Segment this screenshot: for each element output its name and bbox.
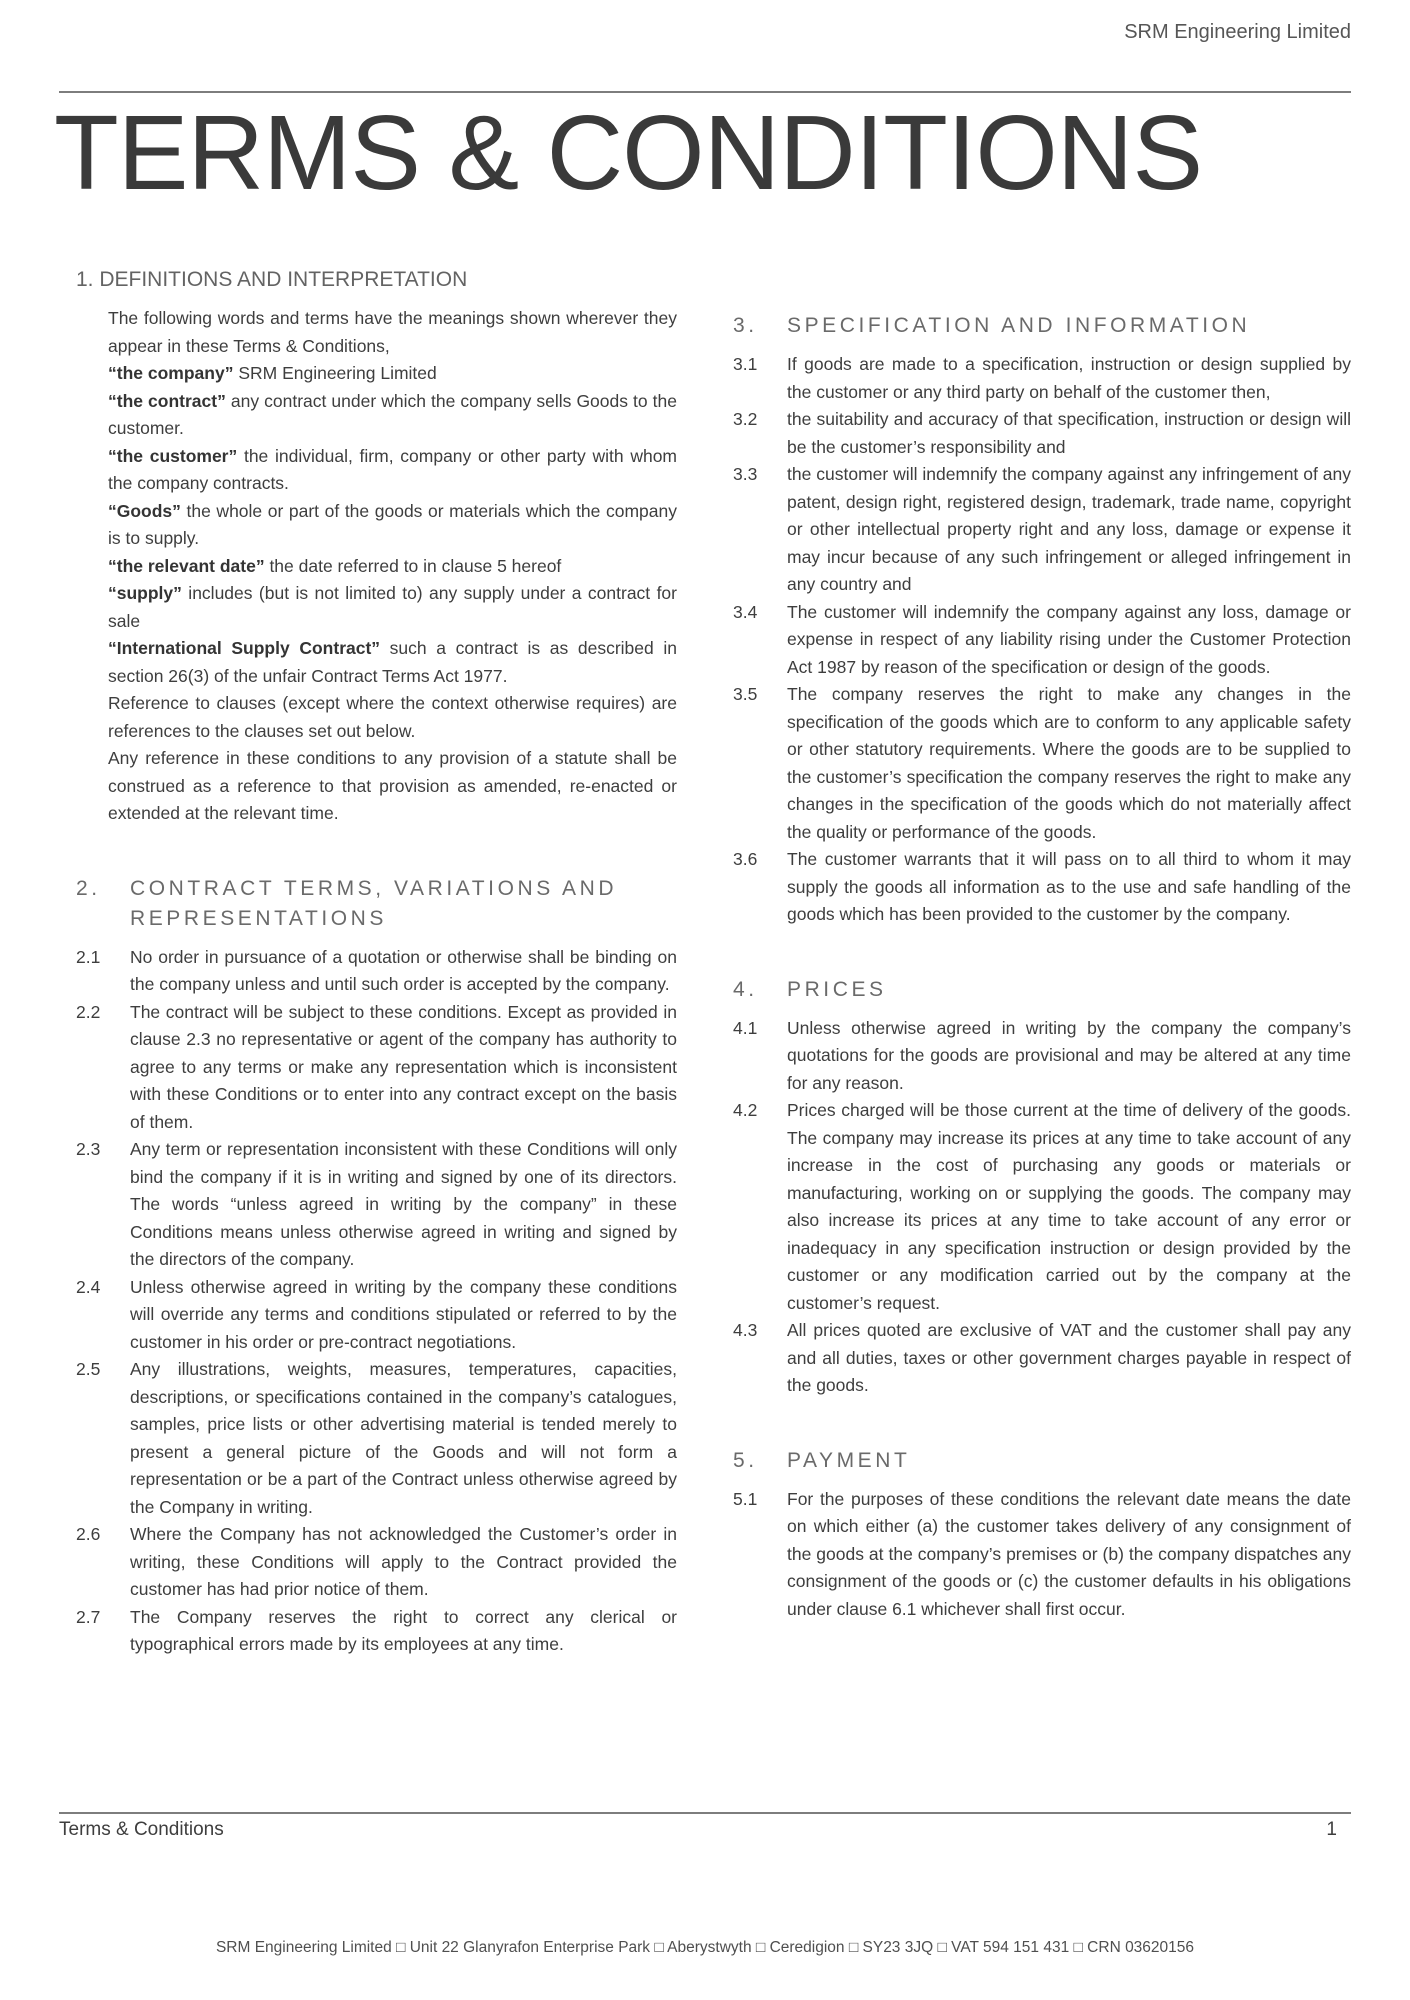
section-number: 4.: [733, 977, 758, 1001]
clause: [76, 999, 677, 1137]
section-heading-prices: [733, 975, 1351, 1005]
clause-text: If goods are made to a specification, instruction or design supplied by the customer or any third party on behalf of the customer then,: [787, 354, 1351, 402]
clause: [733, 461, 1351, 599]
definition-term: “the customer”: [108, 445, 238, 466]
clause: [733, 1015, 1351, 1098]
clause: [733, 599, 1351, 682]
definition-paragraph: [108, 553, 677, 581]
footer-page-number: 1: [1326, 1819, 1337, 1840]
clause-number: 4.1: [733, 1017, 758, 1038]
clause-text: the suitability and accuracy of that specification, instruction or design will be the customer’s responsibility and: [787, 409, 1351, 457]
definition-term: “Goods”: [108, 500, 181, 521]
clause-text: Unless otherwise agreed in writing by the company the company’s quotations for the goods are provisional and may be altered at any time for any reason.: [787, 1017, 1351, 1093]
clause: [733, 1317, 1351, 1400]
clause-number: 4.2: [733, 1100, 758, 1121]
definition-text: The following words and terms have the meanings shown wherever they appear in these Terms & Conditions,: [108, 308, 677, 356]
definition-paragraph: [108, 388, 677, 443]
clause: [733, 1097, 1351, 1317]
section-heading-text: PRICES: [787, 977, 887, 1001]
clause-text: For the purposes of these conditions the relevant date means the date on which either (a) the customer takes delivery of any consignment of the goods at the company’s premises or (b) the company dispatches any consignment of the goods or (c) the customer defaults in his obligations under clause 6.1 whichever shall first occur.: [787, 1488, 1351, 1619]
section-heading-specification: [733, 311, 1351, 341]
section-payment: [733, 1446, 1351, 1624]
section-heading-text: SPECIFICATION AND INFORMATION: [787, 314, 1251, 338]
definition-text: the whole or part of the goods or materials which the company is to supply.: [108, 500, 677, 549]
clause-number: 2.4: [76, 1276, 101, 1297]
footer-row: [59, 1814, 1351, 1846]
definition-text: the date referred to in clause 5 hereof: [264, 555, 562, 576]
definition-term: “International Supply Contract”: [108, 638, 381, 659]
clause-text: the customer will indemnify the company against any infringement of any patent, design right, registered design, trademark, trade name, copyright or other intellectual property right and any loss, damage or expense it may incur because of any such infringement or alleged infringement in any country and: [787, 464, 1351, 595]
two-column-body: [59, 265, 1351, 1659]
clause: [76, 944, 677, 999]
clause-text: The Company reserves the right to correct any clerical or typographical errors made by its employees at any time.: [130, 1606, 677, 1655]
clause-text: Any illustrations, weights, measures, temperatures, capacities, descriptions, or specifications contained in the company’s catalogues, samples, price lists or other advertising material is tended merely to present a general picture of the Goods and will not form a representation or be a part of the Contract unless otherwise agreed by the Company in writing.: [130, 1359, 677, 1517]
definition-text: the individual, firm, company or other party with whom the company contracts.: [108, 445, 678, 494]
section-heading-text: PAYMENT: [787, 1448, 911, 1472]
header-rule: [59, 91, 1351, 93]
definition-text: such a contract is as described in section 26(3) of the unfair Contract Terms Act 1977.: [108, 638, 677, 686]
section-heading-text: CONTRACT TERMS, VARIATIONS AND REPRESENTATIONS: [130, 876, 618, 930]
page-title: TERMS & CONDITIONS: [54, 94, 1203, 212]
definition-paragraph: [108, 443, 677, 498]
clause-text: No order in pursuance of a quotation or otherwise shall be binding on the company unless and until such order is accepted by the company.: [130, 946, 677, 995]
footer-address: SRM Engineering Limited □ Unit 22 Glanyrafon Enterprise Park □ Aberystwyth □ Ceredigion □ SY23 3JQ □ VAT 594 151 431 □ CRN 03620156: [215, 1939, 1195, 1956]
section-specification: [733, 311, 1351, 929]
left-column: [76, 265, 677, 1659]
definition-text: includes (but is not limited to) any supply under a contract for sale: [108, 583, 677, 631]
section-number: 2.: [76, 876, 101, 900]
clause: [733, 681, 1351, 846]
definition-paragraph: [108, 635, 677, 690]
definition-paragraph: [108, 305, 677, 360]
definition-paragraph: [108, 360, 677, 388]
clause-number: 3.4: [733, 601, 758, 622]
clause-number: 2.7: [76, 1606, 101, 1627]
footer-doc-label: Terms & Conditions: [59, 1819, 224, 1840]
clause: [733, 1486, 1351, 1624]
definition-text: Any reference in these conditions to any provision of a statute shall be construed as a reference to that provision as amended, re-enacted or extended at the relevant time.: [108, 748, 677, 824]
clause-number: 3.6: [733, 849, 758, 870]
clause: [733, 846, 1351, 929]
clause-text: The customer will indemnify the company against any loss, damage or expense in respect of any liability rising under the Customer Protection Act 1987 by reason of the specification or design of the goods.: [787, 601, 1351, 677]
section-heading-payment: [733, 1446, 1351, 1476]
definition-paragraph: [108, 580, 677, 635]
clause-text: Prices charged will be those current at the time of delivery of the goods. The company may increase its prices at any time to take account of any increase in the cost of purchasing any goods or materials or manufacturing, working on or supplying the goods. The company may also increase its prices at any time to take account of any error or inadequacy in any specification instruction or design provided by the customer or any modification carried out by the company at the customer’s request.: [787, 1100, 1351, 1313]
clause-text: The company reserves the right to make any changes in the specification of the goods which are to conform to any applicable safety or other statutory requirements. Where the goods are to be supplied to the customer’s specification the company reserves the right to make any changes in the specification of the goods which do not materially affect the quality or performance of the goods.: [787, 684, 1351, 842]
clause: [76, 1604, 677, 1659]
clause: [76, 1136, 677, 1274]
definition-text: SRM Engineering Limited: [233, 363, 437, 384]
definition-term: “supply”: [108, 583, 182, 604]
section-contract-terms: [76, 874, 677, 1659]
definitions-block: [108, 305, 677, 828]
clause-number: 3.3: [733, 464, 758, 485]
clause-number: 2.2: [76, 1001, 101, 1022]
section-prices: [733, 975, 1351, 1400]
clause-text: Unless otherwise agreed in writing by the company these conditions will override any terms and conditions stipulated or referred to by the customer in his order or pre-contract negotiations.: [130, 1276, 677, 1352]
clause-number: 3.5: [733, 684, 758, 705]
definition-term: “the company”: [108, 363, 234, 384]
clause-text: The contract will be subject to these conditions. Except as provided in clause 2.3 no representative or agent of the company has authority to agree to any terms or make any representation which is inconsistent with these Conditions or to enter into any contract except on the basis of them.: [130, 1001, 677, 1132]
company-name-header: SRM Engineering Limited: [1124, 21, 1351, 43]
section-heading-definitions: 1. DEFINITIONS AND INTERPRETATION: [76, 268, 468, 292]
clause-number: 3.2: [733, 409, 758, 430]
clause-text: The customer warrants that it will pass on to all third to whom it may supply the goods all information as to the use and safe handling of the goods which has been provided to the customer by the company.: [787, 849, 1351, 925]
definition-paragraph: [108, 498, 677, 553]
page-footer: [59, 1812, 1351, 2000]
clause-number: 5.1: [733, 1488, 758, 1509]
definition-text: any contract under which the company sells Goods to the customer.: [108, 390, 678, 439]
clause-number: 2.1: [76, 946, 101, 967]
definition-text: Reference to clauses (except where the context otherwise requires) are references to the clauses set out below.: [108, 693, 677, 741]
section-number: 3.: [733, 314, 758, 338]
definition-term: “the relevant date”: [108, 555, 265, 576]
clause-number: 2.5: [76, 1359, 101, 1380]
clause-text: Where the Company has not acknowledged the Customer’s order in writing, these Conditions will apply to the Contract provided the customer has had prior notice of them.: [130, 1524, 677, 1600]
section-number: 5.: [733, 1448, 758, 1472]
section-definitions: [76, 265, 677, 828]
definition-term: “the contract”: [108, 390, 226, 411]
clause: [76, 1521, 677, 1604]
definition-paragraph: [108, 745, 677, 828]
clause: [76, 1274, 677, 1357]
clause: [733, 406, 1351, 461]
section-heading-contract-terms: [76, 874, 677, 934]
definition-paragraph: [108, 690, 677, 745]
clause-number: 2.3: [76, 1139, 101, 1160]
clause-text: Any term or representation inconsistent with these Conditions will only bind the company if it is in writing and signed by one of its directors. The words “unless agreed in writing by the company” in these Conditions means unless otherwise agreed in writing and signed by the directors of the company.: [130, 1139, 677, 1270]
clause: [733, 351, 1351, 406]
clause-number: 4.3: [733, 1320, 758, 1341]
right-column: [733, 265, 1351, 1659]
clause-number: 2.6: [76, 1524, 101, 1545]
clause-number: 3.1: [733, 354, 758, 375]
clause: [76, 1356, 677, 1521]
clause-text: All prices quoted are exclusive of VAT and the customer shall pay any and all duties, taxes or other government charges payable in respect of the goods.: [787, 1320, 1351, 1396]
